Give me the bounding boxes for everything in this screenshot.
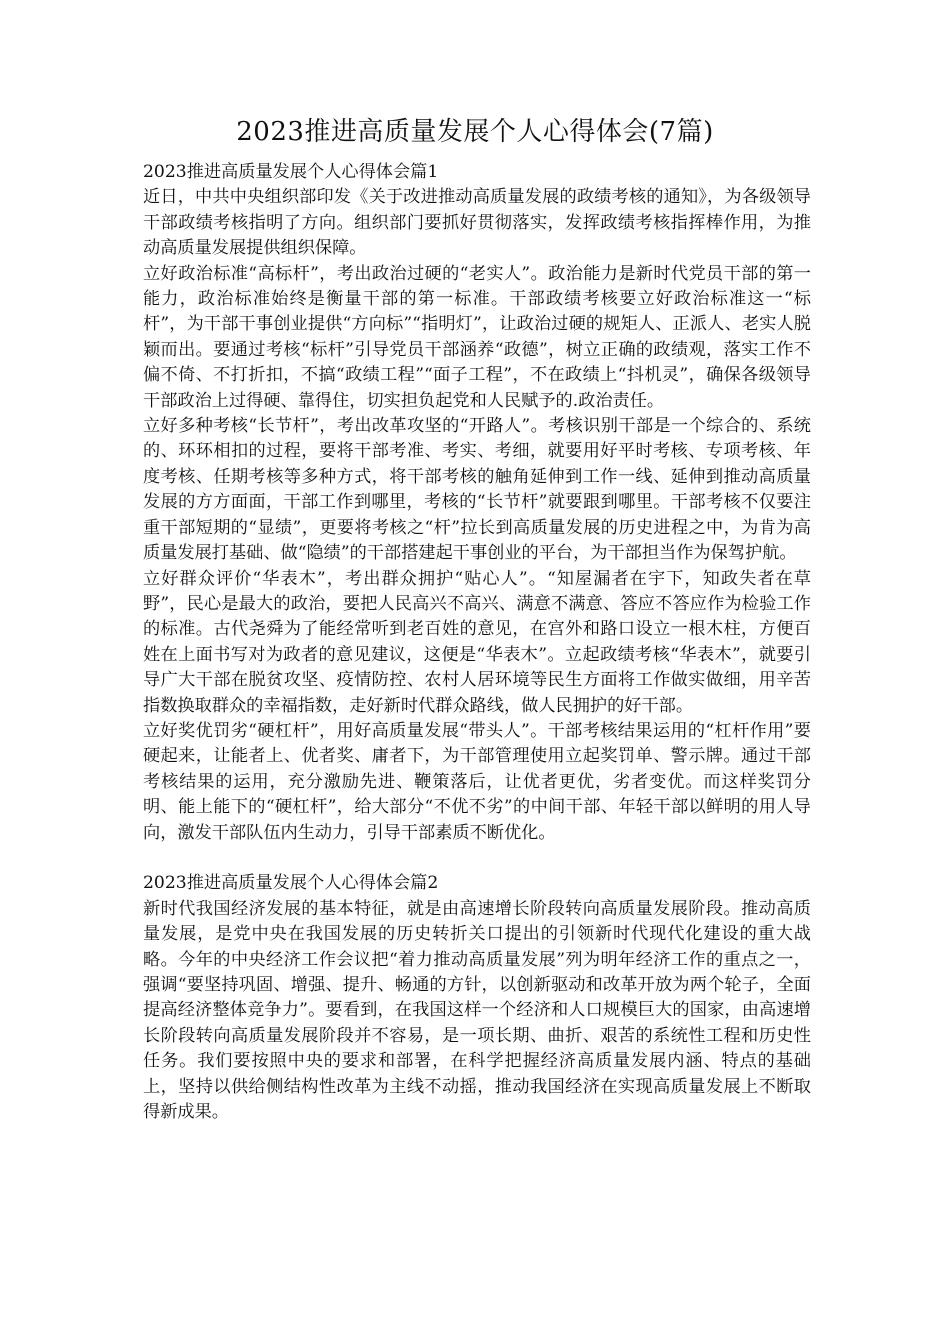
document-title: 2023推进高质量发展个人心得体会(7篇)	[236, 117, 714, 147]
document-body	[143, 160, 811, 1125]
paragraph: 立好奖优罚劣“硬杠杆”，用好高质量发展“带头人”。干部考核结果运用的“杠杆作用”要硬起来，让能者上、优者奖、庸者下，为干部管理使用立起奖罚单、警示牌。通过干部考核结果的运用，充分激励先进、鞭策落后，让优者更优，劣者变优。而这样奖罚分明、能上能下的“硬杠杆”，给大部分“不优不劣”的中间干部、年轻干部以鲜明的用人导向，激发干部队伍内生动力，引导干部素质不断优化。	[143, 720, 811, 843]
section-heading: 2023推进高质量发展个人心得体会篇1	[143, 162, 439, 182]
section-spacer	[143, 846, 811, 871]
section-heading: 2023推进高质量发展个人心得体会篇2	[143, 873, 439, 894]
section-2	[143, 871, 811, 1125]
paragraph: 立好多种考核“长节杆”，考出改革攻坚的“开路人”。考核识别干部是一个综合的、系统的、环环相扣的过程，要将干部考准、考实、考细，就要用好平时考核、专项考核、年度考核、任期考核等多种方式，将干部考核的触角延伸到工作一线、延伸到推动高质量发展的方方面面，干部工作到哪里，考核的“长节杆”就要跟到哪里。干部考核不仅要注重干部短期的“显绩”，更要将考核之“杆”拉长到高质量发展的历史进程之中，为肯为高质量发展打基础、做“隐绩”的干部搭建起干事创业的平台，为干部担当作为保驾护航。	[143, 416, 811, 564]
paragraph: 立好政治标准“高标杆”，考出政治过硬的“老实人”。政治能力是新时代党员干部的第一能力，政治标准始终是衡量干部的第一标准。干部政绩考核要立好政治标准这一“标杆”，为干部干事创业提供“方向标”“指明灯”，让政治过硬的规矩人、正派人、老实人脱颖而出。要通过考核“标杆”引导党员干部涵养“政德”，树立正确的政绩观，落实工作不偏不倚、不打折扣，不搞“政绩工程”“面子工程”，不在政绩上“抖机灵”，确保各级领导干部政治上过得硬、靠得住，切实担负起党和人民赋予的.政治责任。	[143, 263, 811, 411]
paragraph: 立好群众评价“华表木”，考出群众拥护“贴心人”。“知屋漏者在宇下，知政失者在草野”，民心是最大的政治，要把人民高兴不高兴、满意不满意、答应不答应作为检验工作的标准。古代尧舜为了能经常听到老百姓的意见，在宫外和路口设立一根木柱，方便百姓在上面书写对为政者的意见建议，这便是“华表木”。立起政绩考核“华表木”，就要引导广大干部在脱贫攻坚、疫情防控、农村人居环境等民生方面将工作做实做细，用辛苦指数换取群众的幸福指数，走好新时代群众路线，做人民拥护的好干部。	[143, 568, 811, 716]
paragraph: 近日，中共中央组织部印发《关于改进推动高质量发展的政绩考核的通知》，为各级领导干部政绩考核指明了方向。组织部门要抓好贯彻落实，发挥政绩考核指挥棒作用，为推动高质量发展提供组织保障。	[143, 187, 811, 259]
section-1	[143, 160, 811, 846]
paragraph: 新时代我国经济发展的基本特征，就是由高速增长阶段转向高质量发展阶段。推动高质量发展，是党中央在我国发展的历史转折关口提出的引领新时代现代化建设的重大战略。今年的中央经济工作会议把“着力推动高质量发展”列为明年经济工作的重点之一，强调“要坚持巩固、增强、提升、畅通的方针，以创新驱动和改革开放为两个轮子，全面提高经济整体竞争力”。要看到，在我国这样一个经济和人口规模巨大的国家，由高速增长阶段转向高质量发展阶段并不容易，是一项长期、曲折、艰苦的系统性工程和历史性任务。我们要按照中央的要求和部署，在科学把握经济高质量发展内涵、特点的基础上，坚持以供给侧结构性改革为主线不动摇，推动我国经济在实现高质量发展上不断取得新成果。	[143, 898, 811, 1123]
